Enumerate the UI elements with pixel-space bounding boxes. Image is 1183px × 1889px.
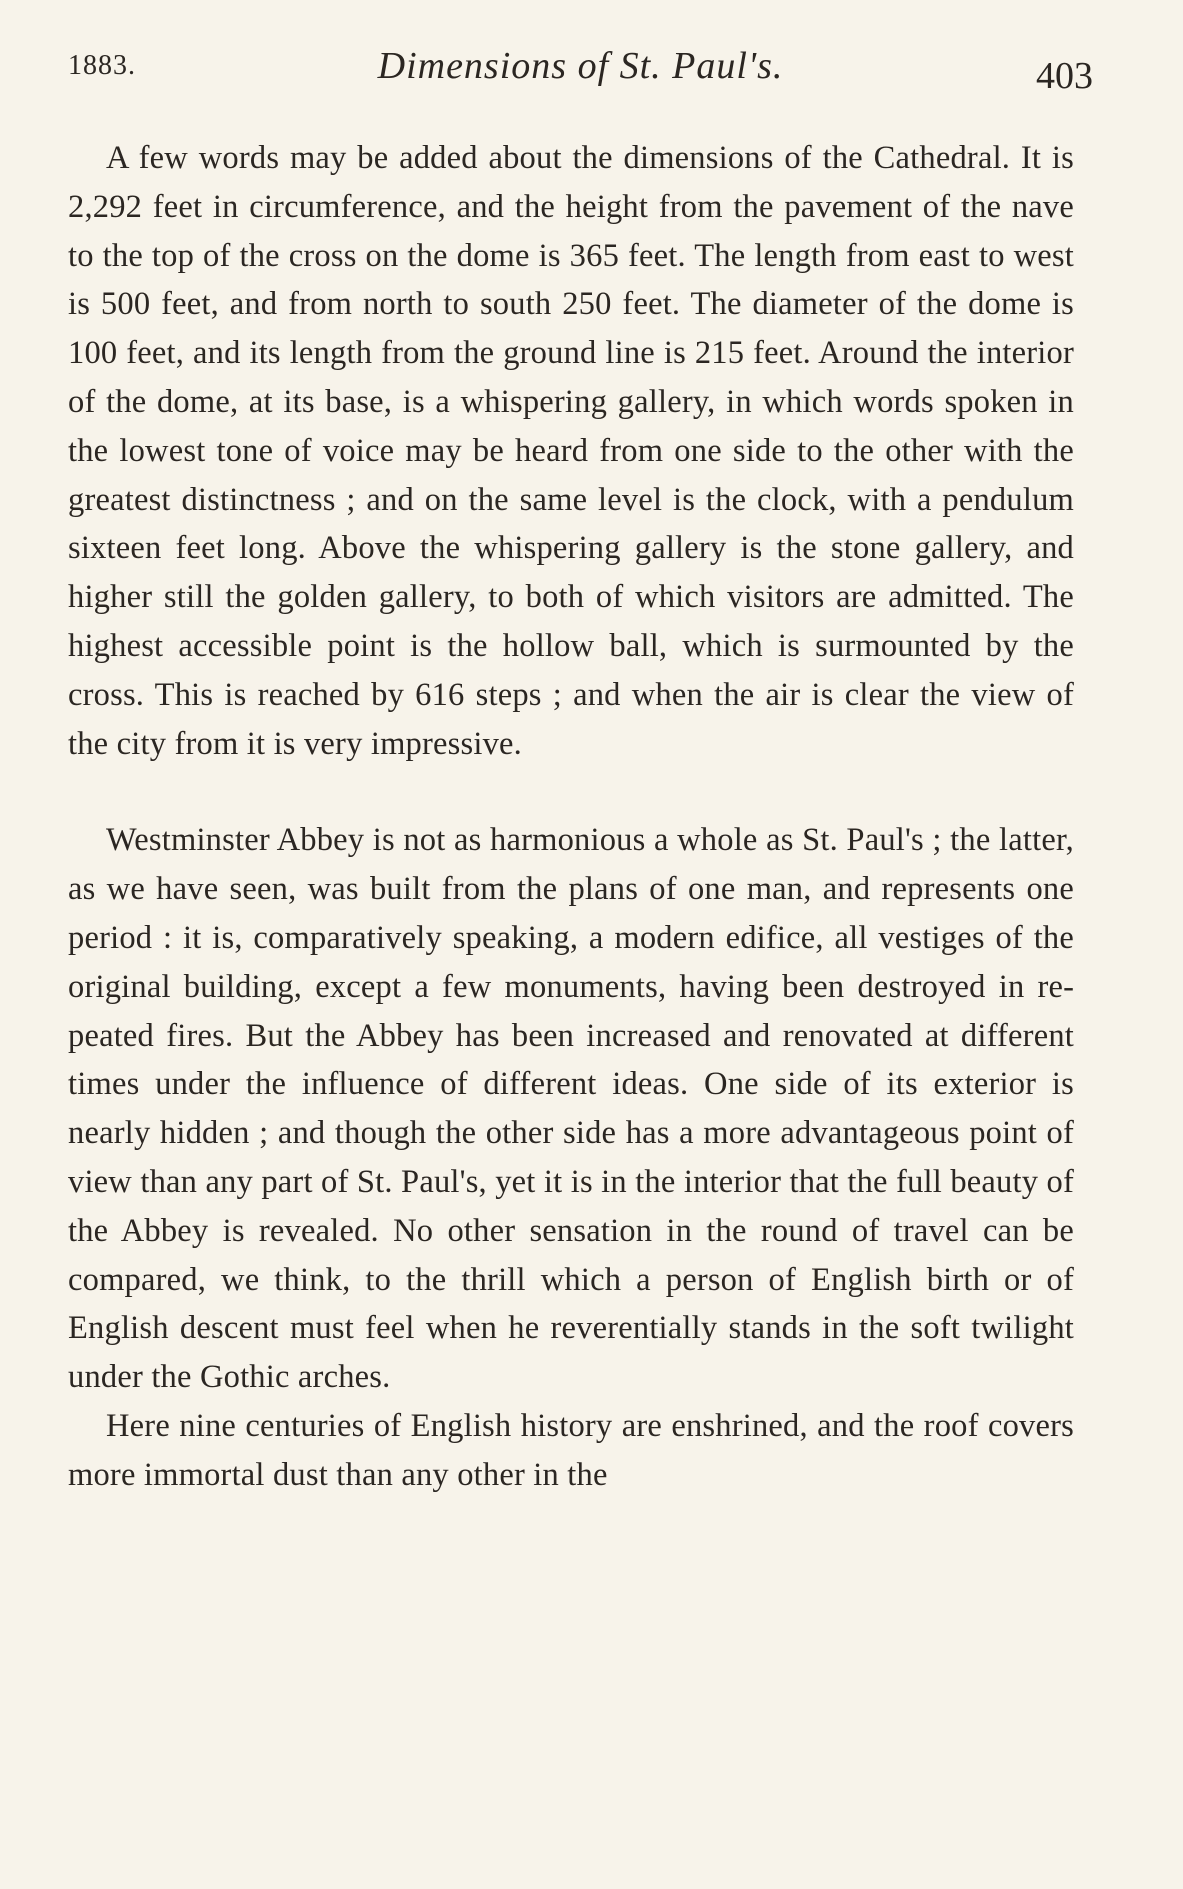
header-year: 1883. [68, 50, 136, 81]
running-head [68, 40, 1093, 110]
page-number: 403 [1036, 55, 1093, 97]
header-title: Dimensions of St. Paul's. [377, 45, 784, 87]
paragraph-dimensions: A few words may be added about the dimensions of the Cathedral. It is 2,292 feet in circumference, and the height from the pavement of the nave to the top of the cross on the dome is 365 feet. The length from east to west is 500 feet, and from north to south 250 feet. The diameter of the dome is 100 feet, and its length from the ground line is 215 feet. Around the interior of the dome, at its base, is a whispering gallery, in which words spoken in the lowest tone of voice may be heard from one side to the other with the greatest distinctness ; and on the same level is the clock, with a pendulum sixteen feet long. Above the whispering gallery is the stone gallery, and higher still the golden gallery, to both of which visitors are admitted. The highest accessible point is the hollow ball, which is surmounted by the cross. This is reached by 616 steps ; and when the air is clear the view of the city from it is very impressive. [68, 140, 1074, 762]
paragraph-westminster-abbey: Westminster Abbey is not as harmonious a whole as St. Paul's ; the latter, as we have seen, was built from the plans of one man, and represents one period : it is, comparatively speaking, a modern edifice, all vestiges of the original building, except a few monuments, having been destroyed in repeated fires. But the Abbey has been increased and renovated at different times under the influence of different ideas. One side of its exterior is nearly hidden ; and though the other side has a more advantageous point of view than any part of St. Paul's, yet it is in the interior that the full beauty of the Abbey is revealed. No other sensation in the round of travel can be compared, we think, to the thrill which a person of English birth or of English descent must feel when he reverentially stands in the soft twilight under the Gothic arches. [68, 822, 1074, 1396]
body-text [68, 134, 1074, 1500]
paragraph-english-history: Here nine centuries of English history are enshrined, and the roof covers more immortal dust than any other in the [68, 1407, 1074, 1493]
